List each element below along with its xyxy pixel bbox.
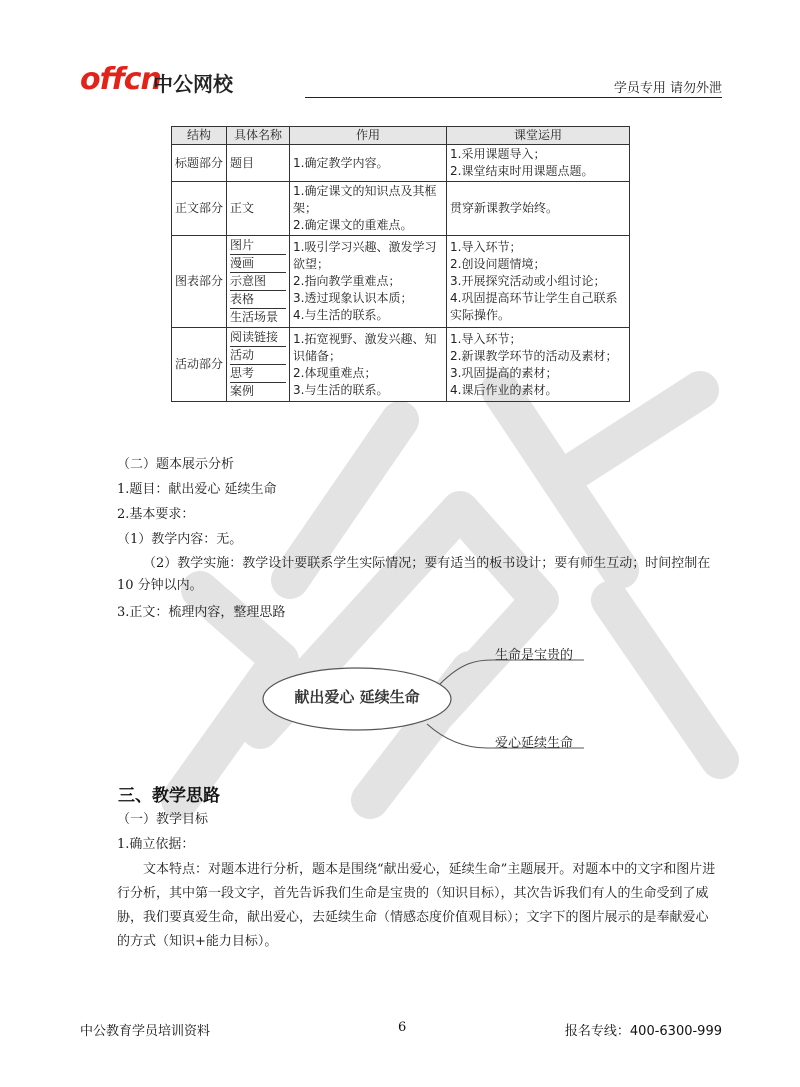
class-use-cell	[447, 236, 630, 328]
page-header	[80, 60, 722, 100]
name-item: 阅读链接	[230, 329, 286, 347]
footer-left: 中公教育学员培训资料	[80, 1024, 211, 1039]
use-line: 3.与生活的联系。	[293, 382, 389, 397]
use-line: 2.体现重难点；	[293, 365, 377, 380]
name-item: 思考	[230, 365, 286, 383]
table-header-cell: 结构	[172, 127, 227, 145]
table-header-cell: 具体名称	[227, 127, 290, 145]
name-cell	[227, 328, 290, 402]
mind-map-center: 献出爱心 延续生命	[294, 688, 420, 706]
class-use-cell	[447, 328, 630, 402]
use-line: 3.透过现象认识本质；	[293, 291, 413, 305]
footer-hotline: 报名专线：400-6300-999	[564, 1024, 722, 1039]
table-row	[172, 145, 630, 182]
subsection-title: （二）题本展示分析	[117, 457, 235, 472]
class-use-line: 4.课后作业的素材。	[450, 382, 558, 397]
mind-map-branch-top: 生命是宝贵的	[495, 648, 574, 663]
struct-cell: 活动部分	[172, 328, 227, 402]
table-row	[172, 236, 630, 328]
class-use-line: 4.巩固提高环节让学生自己联系实际操作。	[450, 291, 618, 322]
requirements-heading: 2.基本要求：	[117, 507, 195, 522]
table-header-cell: 作用	[290, 127, 447, 145]
section-title: 三、教学思路	[118, 786, 220, 806]
requirement-content: （1）教学内容：无。	[117, 532, 243, 547]
table-row	[172, 328, 630, 402]
class-use-line: 2.创设问题情境；	[450, 257, 546, 271]
name-item: 示意图	[230, 273, 286, 291]
use-line: 1.确定教学内容。	[293, 155, 389, 170]
analysis-paragraph: 文本特点：对题本进行分析，题本是围绕“献出爱心，延续生命”主题展开。对题本中的文字和图片进行分析，其中第一段文字，首先告诉我们生命是宝贵的（知识目标），其次告诉我们有人的生命受到了威胁，我们要真爱生命，献出爱心，去延续生命（情感态度价值观目标）；文字下的图片展示的是奉献爱心的方式（知识+能力目标）。	[117, 862, 716, 949]
use-line: 1.拓宽视野、激发兴趣、知识储备；	[293, 331, 437, 363]
name-item: 漫画	[230, 255, 286, 273]
class-use-line: 1.导入环节；	[450, 240, 522, 254]
use-line: 1.确定课文的知识点及其框架；	[293, 184, 437, 215]
use-cell	[290, 236, 447, 328]
subsection-title: （一）教学目标	[117, 812, 209, 827]
use-cell	[290, 328, 447, 402]
class-use-cell	[447, 182, 630, 236]
name-cell: 题目	[227, 145, 290, 182]
brand-logo-cn: 中公网校	[153, 72, 233, 96]
struct-cell: 标题部分	[172, 145, 227, 182]
use-line: 4.与生活的联系。	[293, 308, 389, 322]
brand-logo-en: offcn	[80, 62, 161, 97]
name-cell: 正文	[227, 182, 290, 236]
class-use-line: 3.巩固提高的素材；	[450, 365, 558, 380]
table-header-row	[172, 127, 630, 145]
mind-map	[262, 632, 602, 762]
use-line: 2.确定课文的重难点。	[293, 218, 413, 232]
table-row	[172, 182, 630, 236]
struct-cell: 图表部分	[172, 236, 227, 328]
class-use-line: 贯穿新课教学始终。	[450, 201, 559, 215]
header-divider	[305, 97, 722, 98]
name-item: 案例	[230, 384, 255, 398]
table-header-cell: 课堂运用	[447, 127, 630, 145]
text-heading: 3.正文：梳理内容，整理思路	[117, 605, 286, 620]
structure-table	[171, 126, 630, 402]
class-use-line: 2.课堂结束时用课题点题。	[450, 164, 594, 178]
use-line: 1.吸引学习兴趣、激发学习欲望；	[293, 240, 437, 271]
name-item: 生活场景	[230, 310, 279, 324]
header-note: 学员专用 请勿外泄	[613, 81, 722, 96]
topic-line: 1.题目：献出爱心 延续生命	[117, 482, 277, 497]
use-line: 2.指向教学重难点；	[293, 274, 401, 288]
use-cell	[290, 182, 447, 236]
name-item: 表格	[230, 291, 286, 309]
name-cell	[227, 236, 290, 328]
requirement-implementation: （2）教学实施：教学设计要联系学生实际情况；要有适当的板书设计；要有师生互动；时间控制在 10 分钟以内。	[117, 556, 711, 593]
class-use-line: 3.开展探究活动或小组讨论；	[450, 274, 606, 288]
class-use-line: 2.新课教学环节的活动及素材；	[450, 348, 618, 363]
class-use-line: 1.导入环节；	[450, 331, 522, 346]
use-cell	[290, 145, 447, 182]
page-number: 6	[398, 1020, 407, 1035]
basis-heading: 1.确立依据：	[117, 837, 195, 852]
mind-map-branch-bottom: 爱心延续生命	[495, 736, 574, 751]
class-use-cell	[447, 145, 630, 182]
name-item: 图片	[230, 237, 286, 255]
name-item: 活动	[230, 347, 286, 365]
struct-cell: 正文部分	[172, 182, 227, 236]
class-use-line: 1.采用课题导入；	[450, 147, 546, 161]
